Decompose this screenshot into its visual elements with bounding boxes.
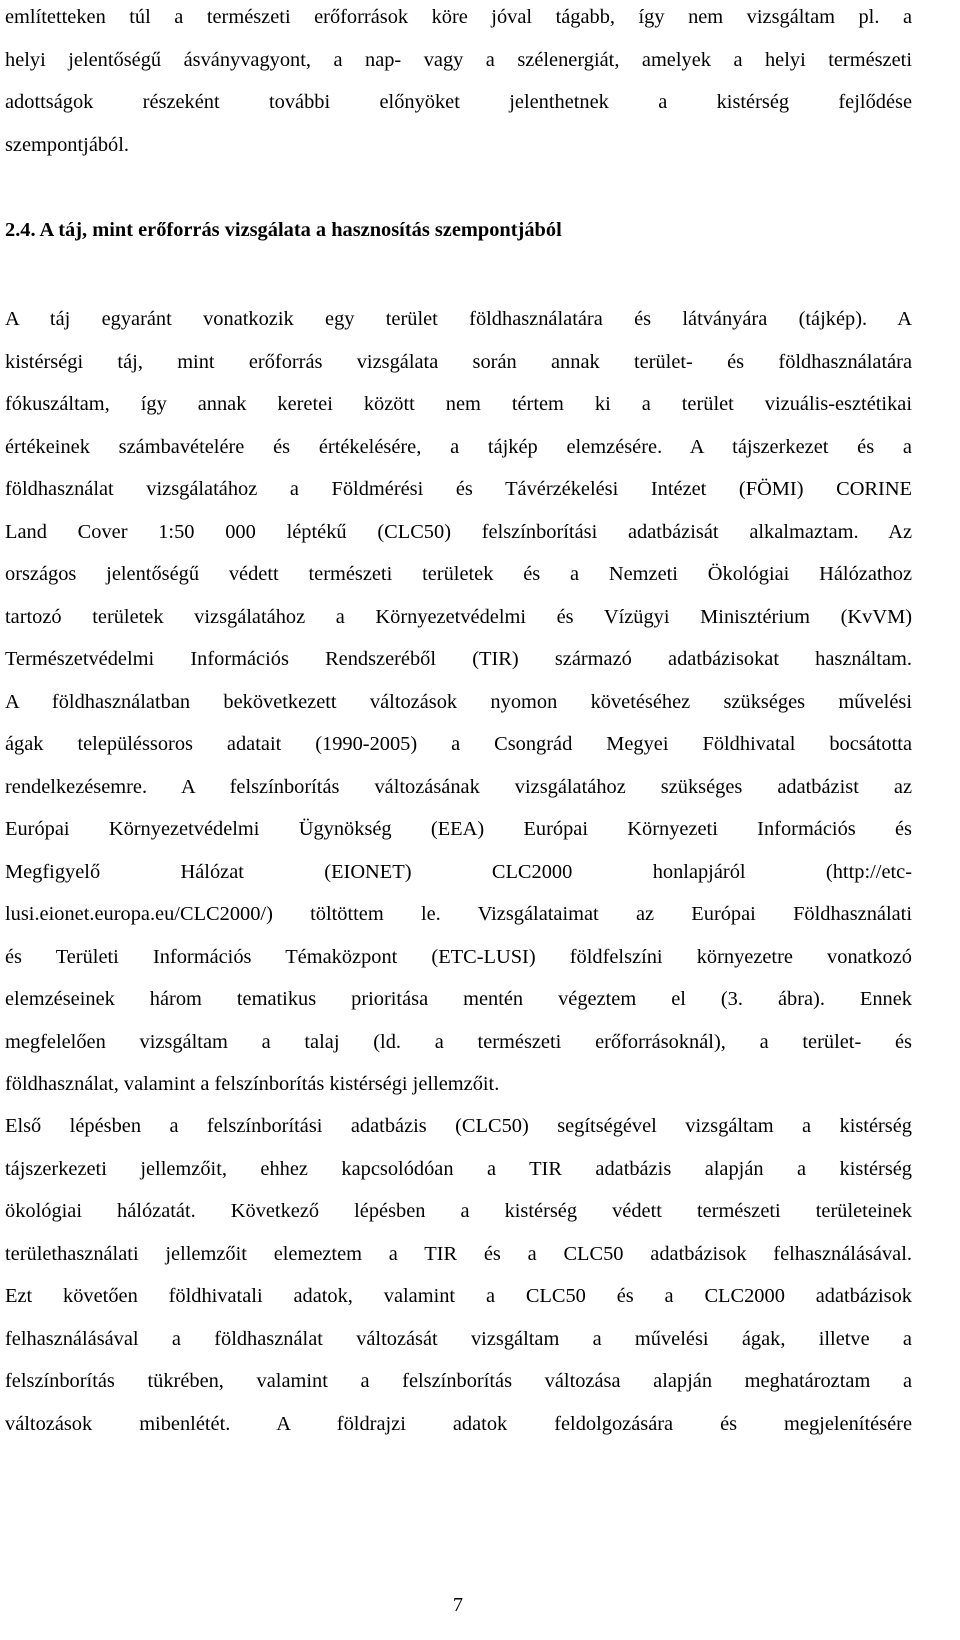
text-line: megfelelően vizsgáltam a talaj (ld. a természeti erőforrásoknál), a terület- és <box>5 1030 912 1053</box>
text-line: országos jelentőségű védett természeti területek és a Nemzeti Ökológiai Hálózathoz <box>5 563 912 585</box>
text-line: változások mibenlétét. A földrajzi adatok feldolgozására és megjelenítésére <box>5 1412 912 1435</box>
text-line: adottságok részeként további előnyöket jelenthetnek a kistérség fejlődése <box>5 91 912 113</box>
text-line: Első lépésben a felszínborítási adatbázis (CLC50) segítségével vizsgáltam a kistérség <box>5 1115 912 1137</box>
text-line: szempontjából. <box>5 133 130 156</box>
text-line: ágak településsoros adatait (1990-2005) a Csongrád Megyei Földhivatal bocsátotta <box>5 733 912 755</box>
text-line: területhasználati jellemzőit elemeztem a TIR és a CLC50 adatbázisok felhasználásával. <box>5 1242 912 1265</box>
text-line: lusi.eionet.europa.eu/CLC2000/) töltöttem le. Vizsgálataimat az Európai Földhasználati <box>5 903 912 925</box>
text-line: tartozó területek vizsgálatához a Környezetvédelmi és Vízügyi Minisztérium (KvVM) <box>5 605 912 628</box>
text-line: A földhasználatban bekövetkezett változások nyomon követéséhez szükséges művelési <box>5 690 912 713</box>
text-line: Természetvédelmi Információs Rendszeréből (TIR) származó adatbázisokat használtam. <box>5 648 912 670</box>
text-line: Ezt követően földhivatali adatok, valamint a CLC50 és a CLC2000 adatbázisok <box>5 1285 912 1307</box>
text-line: Európai Környezetvédelmi Ügynökség (EEA) Európai Környezeti Információs és <box>5 818 912 840</box>
text-line: ökológiai hálózatát. Következő lépésben a kistérség védett természeti területeinek <box>5 1200 912 1222</box>
text-line: A táj egyaránt vonatkozik egy terület földhasználatára és látványára (tájkép). A <box>5 308 912 330</box>
text-line: helyi jelentőségű ásványvagyont, a nap- vagy a szélenergiát, amelyek a helyi természeti <box>5 48 912 71</box>
paragraph-main <box>5 298 912 1106</box>
text-line: elemzéseinek három tematikus prioritása mentén végeztem el (3. ábra). Ennek <box>5 988 912 1010</box>
text-line: földhasználat, valamint a felszínborítás kistérségi jellemzőit. <box>5 1073 500 1095</box>
paragraph-next <box>5 1105 912 1445</box>
section-heading: 2.4. A táj, mint erőforrás vizsgálata a hasznosítás szempontjából <box>5 219 562 241</box>
paragraph-intro <box>5 0 912 166</box>
text-line: tájszerkezeti jellemzőit, ehhez kapcsolódóan a TIR adatbázis alapján a kistérség <box>5 1157 912 1180</box>
text-line: felszínborítás tükrében, valamint a felszínborítás változása alapján meghatároztam a <box>5 1370 912 1392</box>
text-line: Megfigyelő Hálózat (EIONET) CLC2000 honlapjáról (http://etc- <box>5 860 912 883</box>
text-line: rendelkezésemre. A felszínborítás változásának vizsgálatához szükséges adatbázist az <box>5 775 912 798</box>
text-line: Land Cover 1:50 000 léptékű (CLC50) felszínborítási adatbázisát alkalmaztam. Az <box>5 520 912 543</box>
text-line: értékeinek számbavételére és értékelésére, a tájkép elemzésére. A tájszerkezet és a <box>5 435 912 458</box>
text-line: és Területi Információs Témaközpont (ETC-LUSI) földfelszíni környezetre vonatkozó <box>5 945 912 968</box>
text-line: fókuszáltam, így annak keretei között nem tértem ki a terület vizuális-esztétikai <box>5 393 912 415</box>
text-line: földhasználat vizsgálatához a Földmérési és Távérzékelési Intézet (FÖMI) CORINE <box>5 478 912 500</box>
text-line: kistérségi táj, mint erőforrás vizsgálata során annak terület- és földhasználatára <box>5 350 912 373</box>
text-line: említetteken túl a természeti erőforrások köre jóval tágabb, így nem vizsgáltam pl. a <box>5 6 912 28</box>
page-number: 7 <box>452 1594 464 1616</box>
text-line: felhasználásával a földhasználat változását vizsgáltam a művelési ágak, illetve a <box>5 1327 912 1350</box>
